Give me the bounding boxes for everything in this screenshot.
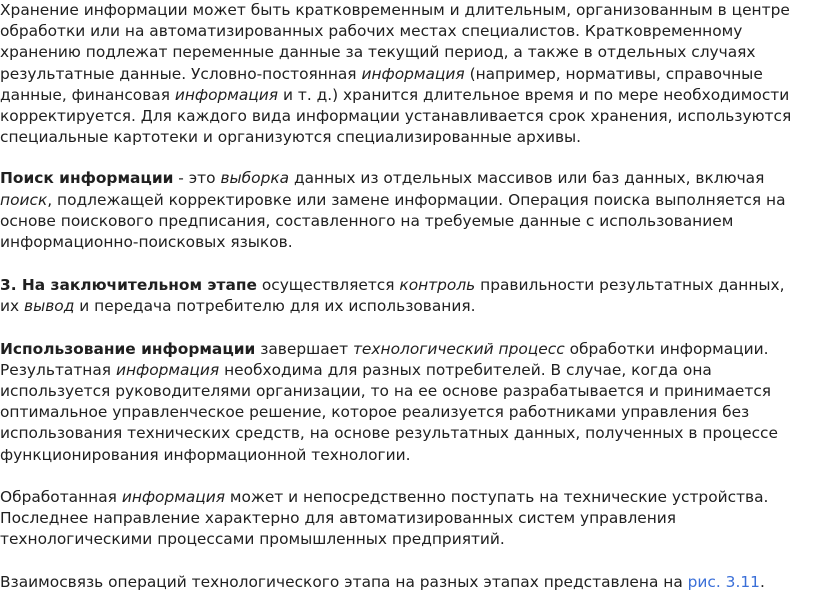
text: данных из отдельных массивов или баз данных, включая xyxy=(289,169,765,188)
paragraph-usage xyxy=(0,339,808,466)
text: осуществляется xyxy=(256,276,400,295)
paragraph-final-stage xyxy=(0,275,808,317)
text: завершает xyxy=(255,339,353,358)
term-italic: контроль xyxy=(399,276,476,295)
figure-link[interactable]: рис. 3.11 xyxy=(687,573,760,592)
text: и т. д.) хранится длительное время и по мере необходимости корректируется. Для каждого вида информации устанавливается срок хранения, используются специальные картотеки и организуются специализированные архивы. xyxy=(0,85,792,147)
text: , подлежащей корректировке или замене информации. Операция поиска выполняется на основе поискового предписания, составленного на требуемые данные с использованием информационно-поисковых языков. xyxy=(0,190,786,252)
text: (например, нормативы, справочные данные, финансовая xyxy=(0,64,763,104)
term-italic: вывод xyxy=(24,297,75,316)
text: - это xyxy=(173,169,221,188)
paragraph-search xyxy=(0,168,808,253)
heading-bold: Использование информации xyxy=(0,339,256,358)
text: . xyxy=(759,573,765,592)
text: и передача потребителю для их использования. xyxy=(74,297,476,316)
term-italic: технологический процесс xyxy=(352,339,565,358)
term-italic: информация xyxy=(174,85,279,104)
text: может и непосредственно поступать на технические устройства. Последнее направление характерно для автоматизированных систем управления технологическими процессами промышленных предприятий. xyxy=(0,487,769,549)
term-italic: информация xyxy=(115,360,220,379)
heading-bold: Поиск информации xyxy=(0,169,174,188)
term-italic: информация xyxy=(361,64,465,83)
text: правильности результатных данных, их xyxy=(0,276,785,316)
text: Хранение информации может быть кратковременным и длительным, организованным в центре обработки или на автоматизированных рабочих местах специалистов. Кратковременному хранению подлежат переменные данные за текущий период, а также в отдельных случаях результатные данные. Условно-постоянная xyxy=(0,1,790,83)
term-italic: информация xyxy=(121,487,226,506)
paragraph-processed-info xyxy=(0,487,808,551)
text: Взаимосвязь операций технологического этапа на разных этапах представлена на xyxy=(0,573,688,592)
text: Обработанная xyxy=(0,487,122,506)
text: обработки информации. Результатная xyxy=(0,339,769,379)
paragraph-storage xyxy=(0,0,808,148)
text: необходима для разных потребителей. В случае, когда она используется руководителями организации, то на ее основе разрабатывается и принимается оптимальное управленческое решение, которое реализуется работниками управления без использования технических средств, на основе результатных данных, полученных в процессе функционирования информационной технологии. xyxy=(0,360,778,464)
heading-bold: 3. На заключительном этапе xyxy=(0,276,257,295)
paragraph-figure-reference xyxy=(0,572,808,593)
term-italic: выборка xyxy=(220,169,290,188)
term-italic: поиск xyxy=(0,190,48,209)
